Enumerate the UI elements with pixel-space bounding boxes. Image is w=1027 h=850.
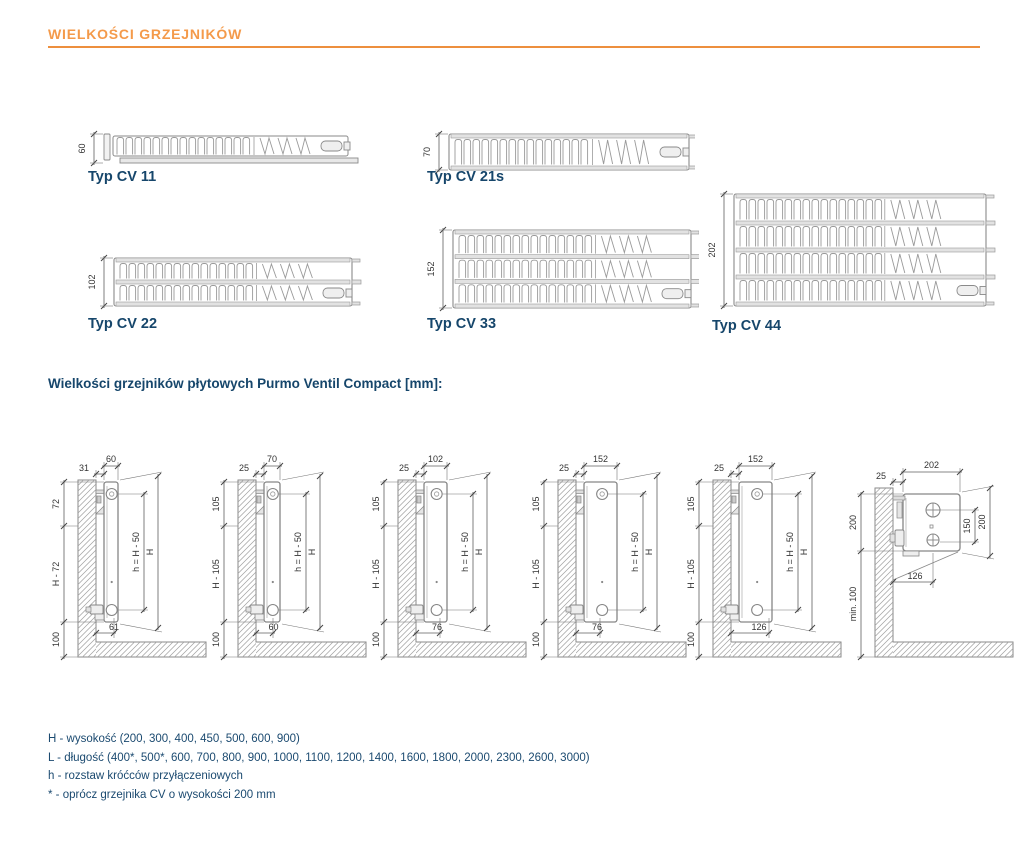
- dim-label: H: [799, 548, 809, 556]
- dim-label: 150: [962, 518, 972, 534]
- dim-label: 31: [78, 463, 89, 473]
- dim-label: 100: [211, 631, 221, 648]
- dim-label: 105: [686, 496, 696, 512]
- type-label-cv44: Typ CV 44: [712, 318, 782, 334]
- dim-label: 102: [87, 274, 97, 290]
- dim-label: H: [145, 548, 155, 556]
- dim-label: 25: [713, 463, 724, 473]
- dim-label: 25: [398, 463, 409, 473]
- legend-line-height: H - wysokość (200, 300, 400, 450, 500, 600, 900): [48, 733, 300, 745]
- dim-label: h = H - 50: [293, 532, 303, 572]
- type-label-cv11: Typ CV 11: [88, 169, 157, 185]
- hatch-fill: [208, 480, 373, 657]
- legend-line-pipespacing: h - rozstaw króćców przyłączeniowych: [48, 770, 243, 782]
- legend: [48, 730, 590, 804]
- radiator-cross-section: [698, 188, 998, 314]
- dim-label: 126: [751, 622, 767, 632]
- top-view-cv22-diagram: [72, 250, 364, 314]
- dim-label: H - 72: [51, 561, 61, 587]
- side-view-cv22: [368, 430, 533, 675]
- dim-label: 76: [431, 622, 443, 632]
- dim-label: h = H - 50: [785, 532, 795, 572]
- legend-line-length: L - długość (400*, 500*, 600, 700, 800, 900, 1000, 1100, 1200, 1400, 1600, 1800, 2000, 2300, 2600, 3000): [48, 751, 590, 764]
- type-label-cv21s: Typ CV 21s: [427, 169, 505, 185]
- dim-label: 70: [266, 454, 278, 464]
- top-view-cv33-diagram: [415, 222, 699, 316]
- dim-label: H: [307, 548, 317, 556]
- page-title: WIELKOŚCI GRZEJNIKÓW: [48, 26, 243, 42]
- top-view-cv44-diagram: [698, 188, 998, 314]
- dim-label: 60: [77, 143, 87, 154]
- dim-label: 102: [427, 454, 444, 464]
- dim-label: 105: [211, 496, 221, 512]
- dim-label: 61: [108, 622, 120, 632]
- dim-label: 100: [371, 631, 381, 648]
- side-view-cv21s: [208, 430, 373, 675]
- dim-label: 105: [531, 496, 541, 512]
- radiator-side-view: [208, 430, 373, 675]
- legend-line-footnote: * - oprócz grzejnika CV o wysokości 200 mm: [48, 788, 276, 801]
- dim-label: 100: [51, 631, 61, 648]
- type-label-cv33: Typ CV 33: [427, 316, 497, 332]
- dim-label: 76: [591, 622, 603, 632]
- radiator-side-view: [368, 430, 533, 675]
- title-rule: [48, 46, 980, 48]
- dim-label: min. 100: [848, 586, 858, 622]
- dim-label: 152: [426, 261, 436, 277]
- radiator-side-view: [683, 430, 848, 675]
- dim-label: H - 105: [686, 559, 696, 589]
- dim-label: 100: [686, 631, 696, 648]
- dim-label: 60: [105, 454, 117, 464]
- dim-label: 202: [923, 460, 940, 470]
- dim-label: h = H - 50: [460, 532, 470, 572]
- radiator-cross-section: [72, 250, 364, 314]
- dim-label: 105: [371, 496, 381, 512]
- dim-label: 60: [268, 622, 279, 632]
- dim-label: 126: [907, 571, 923, 581]
- dim-label: h = H - 50: [630, 532, 640, 572]
- side-view-cv33: [528, 430, 693, 675]
- dim-label: 25: [238, 463, 249, 473]
- dim-label: 202: [707, 242, 717, 258]
- dim-label: 25: [875, 471, 886, 481]
- low-radiator-corner-view: [845, 430, 1027, 675]
- dim-label: 70: [422, 146, 432, 158]
- radiator-cross-section: [415, 222, 699, 316]
- side-view-low-radiator: [845, 430, 1027, 675]
- dim-label: h = H - 50: [131, 532, 141, 572]
- radiator-side-view: [528, 430, 693, 675]
- dim-label: 152: [592, 454, 609, 464]
- dim-label: H: [644, 548, 654, 556]
- dim-label: 200: [848, 514, 858, 531]
- hatch-fill: [368, 480, 533, 657]
- dim-label: 72: [51, 498, 61, 510]
- dim-label: H: [474, 548, 484, 556]
- side-view-cv44: [683, 430, 848, 675]
- dim-label: H - 105: [211, 559, 221, 589]
- dim-label: 25: [558, 463, 569, 473]
- dim-label: 100: [531, 631, 541, 648]
- section-heading: Wielkości grzejników płytowych Purmo Ventil Compact [mm]:: [48, 376, 443, 391]
- dim-label: H - 105: [371, 559, 381, 589]
- dim-label: 152: [747, 454, 764, 464]
- dim-label: H - 105: [531, 559, 541, 589]
- side-view-cv11: [48, 430, 213, 675]
- dim-label: 200: [977, 514, 987, 530]
- radiator-side-view: [48, 430, 213, 675]
- type-label-cv22: Typ CV 22: [88, 316, 158, 332]
